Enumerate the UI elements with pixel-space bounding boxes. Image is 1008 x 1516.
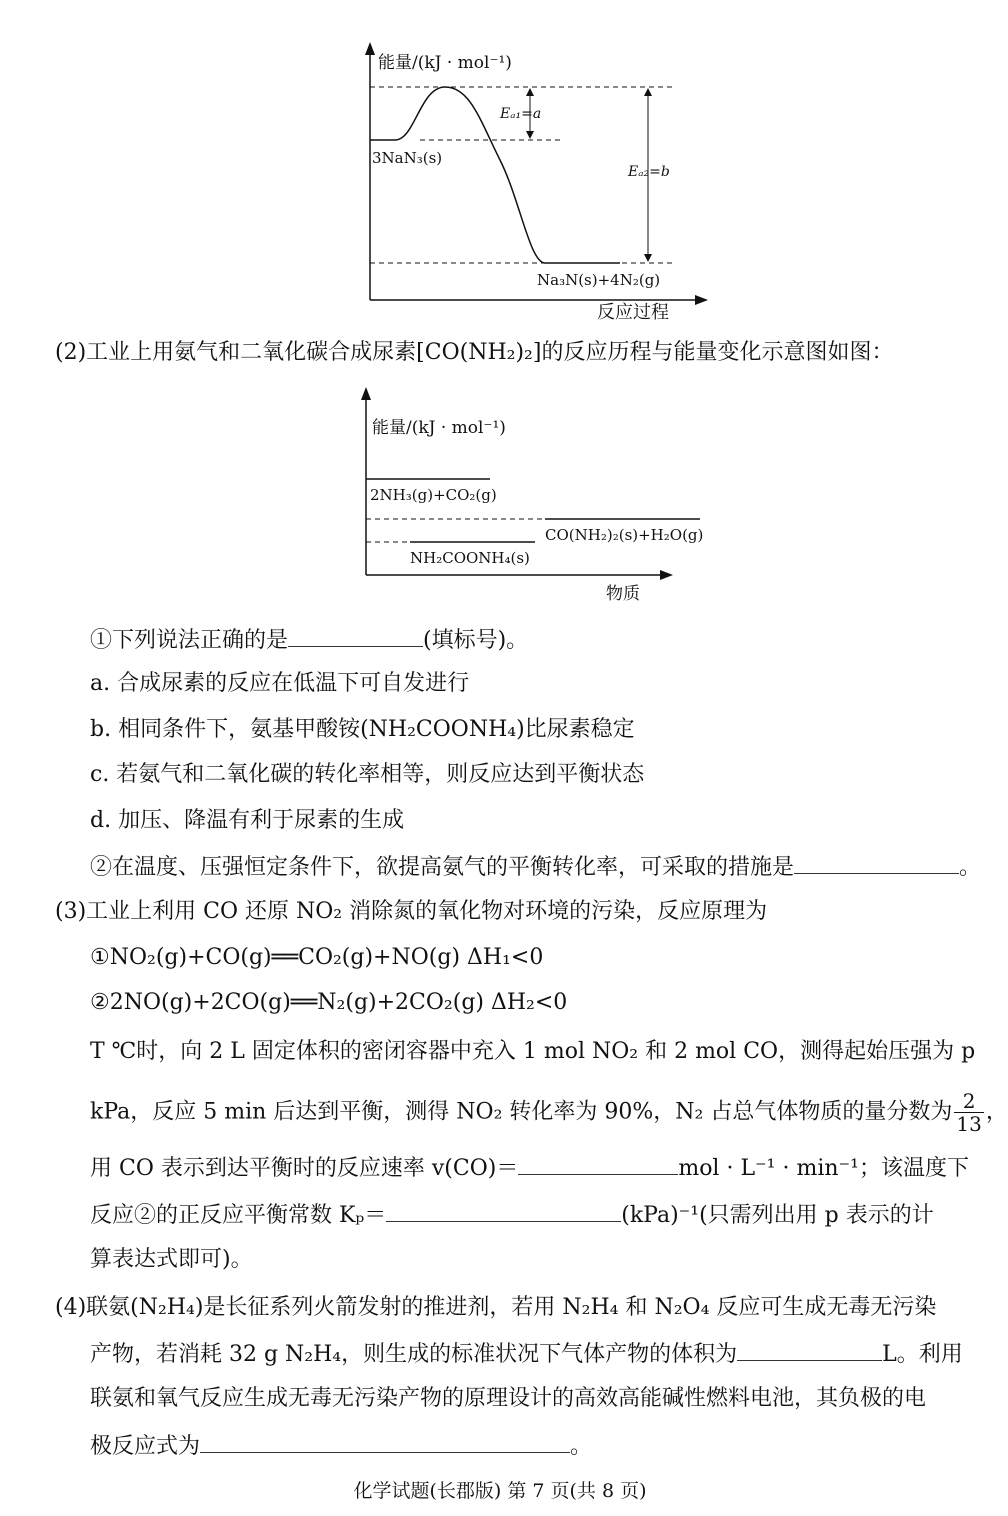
q4-line3: 联氨和氧气反应生成无毒无污染产物的原理设计的高效高能碱性燃料电池，其负极的电 <box>90 1386 927 1411</box>
diagram1-ea1-label: Eₐ₁=a <box>500 106 542 122</box>
q3-line3a: 用 CO 表示到达平衡时的反应速率 v(CO)＝ <box>90 1156 519 1181</box>
diagram2-ylabel: 能量/(kJ · mol⁻¹) <box>372 418 506 438</box>
answer-blank-3[interactable] <box>518 1152 678 1175</box>
answer-blank-1[interactable] <box>288 624 423 647</box>
q2-option-c: c. 若氨气和二氧化碳的转化率相等，则反应达到平衡状态 <box>90 762 645 787</box>
diagram1-ea2-label: Eₐ₂=b <box>628 164 670 180</box>
q3-frac-tail: ， <box>985 1099 1008 1125</box>
q3-line2 <box>90 1090 1008 1135</box>
page-footer: 化学试题(长郡版) 第 7 页(共 8 页) <box>353 1480 647 1502</box>
answer-blank-5[interactable] <box>737 1338 882 1361</box>
x-axis-2-arrow <box>660 570 673 580</box>
q4-line4 <box>90 1430 592 1462</box>
q4-line2b: L。利用 <box>882 1342 963 1367</box>
q3-line3b: mol · L⁻¹ · min⁻¹；该温度下 <box>678 1156 969 1181</box>
diagram2-level2-label: CO(NH₂)₂(s)+H₂O(g) <box>545 526 704 544</box>
q2-intro: (2)工业上用氨气和二氧化碳合成尿素[CO(NH₂)₂]的反应历程与能量变化示意图如图： <box>55 340 894 365</box>
q4-line1: (4)联氨(N₂H₄)是长征系列火箭发射的推进剂，若用 N₂H₄ 和 N₂O₄ 反应可生成无毒无污染 <box>55 1295 937 1320</box>
q4-line2 <box>90 1338 963 1370</box>
q2-sub2-tail: 。 <box>959 855 982 880</box>
q3-line3 <box>90 1152 969 1184</box>
q2-sub2 <box>90 851 981 883</box>
q2-sub1 <box>90 624 528 656</box>
answer-blank-4[interactable] <box>386 1199 621 1222</box>
fraction <box>954 1090 983 1135</box>
y-axis-2-arrow <box>361 387 371 400</box>
diagram2-xlabel: 物质 <box>606 584 640 604</box>
q3-line5: 算表达式即可)。 <box>90 1247 253 1272</box>
q3-eq2: ②2NO(g)+2CO(g)══N₂(g)+2CO₂(g) ΔH₂<0 <box>90 990 568 1015</box>
q3-line1: T ℃时，向 2 L 固定体积的密闭容器中充入 1 mol NO₂ 和 2 mol CO，测得起始压强为 p <box>90 1039 976 1064</box>
diagram2-level1-label: 2NH₃(g)+CO₂(g) <box>370 486 497 504</box>
q2-option-b: b. 相同条件下，氨基甲酸铵(NH₂COONH₄)比尿素稳定 <box>90 717 635 742</box>
q3-line4a: 反应②的正反应平衡常数 Kₚ＝ <box>90 1203 387 1228</box>
q4-line2a: 产物，若消耗 32 g N₂H₄，则生成的标准状况下气体产物的体积为 <box>90 1342 738 1367</box>
q4-line4a: 极反应式为 <box>90 1434 201 1459</box>
diagram1-product-label: Na₃N(s)+4N₂(g) <box>537 271 661 289</box>
diagram1-xlabel: 反应过程 <box>597 302 669 323</box>
q3-line2-text: kPa，反应 5 min 后达到平衡，测得 NO₂ 转化率为 90%，N₂ 占总气体物质的量分数为 <box>90 1099 953 1125</box>
q4-line4b: 。 <box>570 1434 593 1459</box>
q3-intro: (3)工业上利用 CO 还原 NO₂ 消除氮的氧化物对环境的污染，反应原理为 <box>55 899 768 924</box>
fraction-denominator: 13 <box>956 1112 982 1136</box>
fraction-numerator: 2 <box>954 1090 983 1113</box>
q2-option-d: d. 加压、降温有利于尿素的生成 <box>90 808 405 833</box>
q2-sub1-tail: (填标号)。 <box>423 628 529 653</box>
answer-blank-2[interactable] <box>794 851 959 874</box>
diagram1-ylabel: 能量/(kJ · mol⁻¹) <box>378 53 512 73</box>
q3-line4 <box>90 1199 934 1231</box>
answer-blank-6[interactable] <box>200 1430 570 1453</box>
q3-line4b: (kPa)⁻¹(只需列出用 p 表示的计 <box>621 1203 934 1228</box>
q2-sub1-text: ①下列说法正确的是 <box>90 628 289 653</box>
q2-option-a: a. 合成尿素的反应在低温下可自发进行 <box>90 671 470 696</box>
q2-sub2-text: ②在温度、压强恒定条件下，欲提高氨气的平衡转化率，可采取的措施是 <box>90 855 795 880</box>
q3-eq1: ①NO₂(g)+CO(g)══CO₂(g)+NO(g) ΔH₁<0 <box>90 945 544 970</box>
energy-diagram-2 <box>0 0 1000 620</box>
diagram1-reactant-label: 3NaN₃(s) <box>372 149 443 167</box>
diagram2-level3-label: NH₂COONH₄(s) <box>410 549 530 567</box>
